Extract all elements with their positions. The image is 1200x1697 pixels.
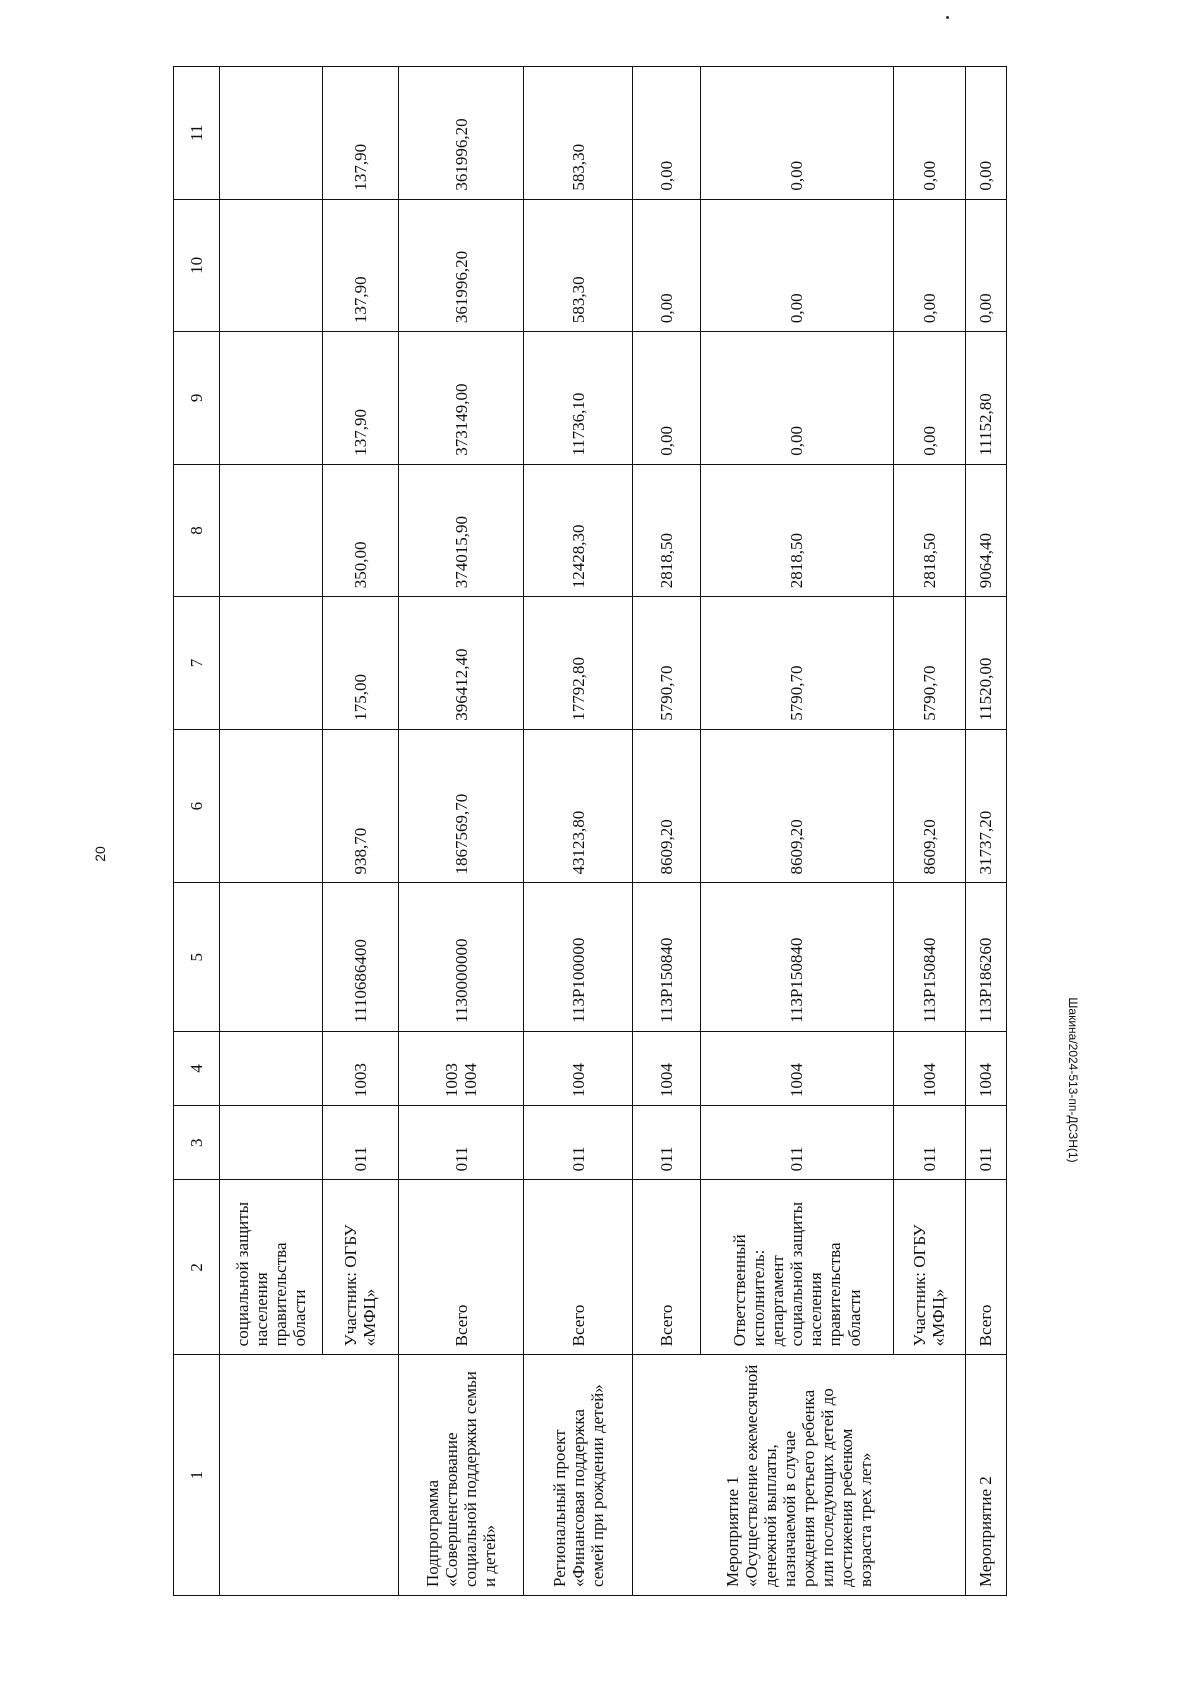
program-name-cell: Мероприятие 1 «Осуществление ежемесячной денежной выплаты, назначаемой в случае рождения третьего ребенка или последующих детей до достижения ребенком возраста трех лет» bbox=[633, 1355, 966, 1596]
cell-col-8 bbox=[220, 464, 323, 597]
cell-col-10 bbox=[220, 199, 323, 332]
cell-col-8: 12428,30 bbox=[524, 464, 633, 597]
cell-col-5: 113Р150840 bbox=[893, 883, 965, 1031]
cell-col-9: 0,00 bbox=[700, 332, 893, 465]
cell-col-5 bbox=[220, 883, 323, 1031]
table-row bbox=[524, 67, 633, 1596]
cell-col-10: 0,00 bbox=[700, 199, 893, 332]
table-row bbox=[220, 67, 323, 1596]
cell-col-6: 8609,20 bbox=[633, 729, 701, 883]
cell-col-4: 1004 bbox=[700, 1031, 893, 1105]
header-cell-4: 4 bbox=[174, 1031, 220, 1105]
executor-cell: Ответственный исполнитель: департамент социальной защиты населения правительства области bbox=[700, 1180, 893, 1355]
cell-col-5: 1130000000 bbox=[398, 883, 523, 1031]
program-name-cell: Региональный проект «Финансовая поддержка семей при рождении детей» bbox=[524, 1355, 633, 1596]
cell-col-3 bbox=[220, 1106, 323, 1180]
cell-col-7: 5790,70 bbox=[633, 597, 701, 730]
header-cell-10: 10 bbox=[174, 199, 220, 332]
cell-col-3: 011 bbox=[893, 1106, 965, 1180]
header-cell-1: 1 bbox=[174, 1355, 220, 1596]
cell-col-5: 113Р150840 bbox=[633, 883, 701, 1031]
cell-col-3: 011 bbox=[633, 1106, 701, 1180]
executor-cell: Всего bbox=[524, 1180, 633, 1355]
cell-col-10: 0,00 bbox=[965, 199, 1006, 332]
cell-col-11: 0,00 bbox=[700, 67, 893, 200]
cell-col-11: 137,90 bbox=[322, 67, 398, 200]
scan-speck bbox=[946, 16, 949, 19]
header-cell-9: 9 bbox=[174, 332, 220, 465]
cell-col-6 bbox=[220, 729, 323, 883]
cell-col-6: 43123,80 bbox=[524, 729, 633, 883]
cell-col-10: 0,00 bbox=[633, 199, 701, 332]
cell-col-9: 11152,80 bbox=[965, 332, 1006, 465]
cell-col-7 bbox=[220, 597, 323, 730]
cell-col-8: 374015,90 bbox=[398, 464, 523, 597]
cell-col-4 bbox=[220, 1031, 323, 1105]
cell-col-8: 2818,50 bbox=[700, 464, 893, 597]
cell-col-10: 0,00 bbox=[893, 199, 965, 332]
cell-col-11: 0,00 bbox=[633, 67, 701, 200]
cell-col-5: 1110686400 bbox=[322, 883, 398, 1031]
cell-col-9: 0,00 bbox=[633, 332, 701, 465]
cell-col-9: 373149,00 bbox=[398, 332, 523, 465]
cell-col-10: 361996,20 bbox=[398, 199, 523, 332]
cell-col-7: 11520,00 bbox=[965, 597, 1006, 730]
cell-col-4: 1003 1004 bbox=[398, 1031, 523, 1105]
cell-col-8: 2818,50 bbox=[893, 464, 965, 597]
cell-col-5: 113Р100000 bbox=[524, 883, 633, 1031]
cell-col-6: 31737,20 bbox=[965, 729, 1006, 883]
cell-col-3: 011 bbox=[322, 1106, 398, 1180]
table-row bbox=[633, 67, 701, 1596]
cell-col-9: 137,90 bbox=[322, 332, 398, 465]
executor-cell: Всего bbox=[398, 1180, 523, 1355]
cell-col-7: 396412,40 bbox=[398, 597, 523, 730]
cell-col-7: 175,00 bbox=[322, 597, 398, 730]
cell-col-4: 1004 bbox=[524, 1031, 633, 1105]
cell-col-6: 8609,20 bbox=[700, 729, 893, 883]
cell-col-7: 17792,80 bbox=[524, 597, 633, 730]
table-row bbox=[965, 67, 1006, 1596]
header-cell-11: 11 bbox=[174, 67, 220, 200]
cell-col-11: 361996,20 bbox=[398, 67, 523, 200]
cell-col-11: 0,00 bbox=[965, 67, 1006, 200]
cell-col-6: 8609,20 bbox=[893, 729, 965, 883]
header-cell-6: 6 bbox=[174, 729, 220, 883]
cell-col-10: 137,90 bbox=[322, 199, 398, 332]
cell-col-9 bbox=[220, 332, 323, 465]
table-row bbox=[398, 67, 523, 1596]
cell-col-8: 2818,50 bbox=[633, 464, 701, 597]
cell-col-5: 113Р150840 bbox=[700, 883, 893, 1031]
cell-col-4: 1004 bbox=[633, 1031, 701, 1105]
cell-col-4: 1004 bbox=[893, 1031, 965, 1105]
header-cell-7: 7 bbox=[174, 597, 220, 730]
budget-table bbox=[173, 66, 1007, 1596]
cell-col-3: 011 bbox=[700, 1106, 893, 1180]
cell-col-6: 938,70 bbox=[322, 729, 398, 883]
cell-col-10: 583,30 bbox=[524, 199, 633, 332]
executor-cell: социальной защиты населения правительства области bbox=[220, 1180, 323, 1355]
executor-cell: Всего bbox=[633, 1180, 701, 1355]
cell-col-3: 011 bbox=[965, 1106, 1006, 1180]
cell-col-4: 1003 bbox=[322, 1031, 398, 1105]
executor-cell: Участник: ОГБУ «МФЦ» bbox=[322, 1180, 398, 1355]
cell-col-11: 0,00 bbox=[893, 67, 965, 200]
cell-col-6: 1867569,70 bbox=[398, 729, 523, 883]
header-cell-8: 8 bbox=[174, 464, 220, 597]
cell-col-8: 9064,40 bbox=[965, 464, 1006, 597]
cell-col-9: 0,00 bbox=[893, 332, 965, 465]
cell-col-9: 11736,10 bbox=[524, 332, 633, 465]
cell-col-5: 113Р186260 bbox=[965, 883, 1006, 1031]
executor-cell: Участник: ОГБУ «МФЦ» bbox=[893, 1180, 965, 1355]
header-cell-5: 5 bbox=[174, 883, 220, 1031]
cell-col-11: 583,30 bbox=[524, 67, 633, 200]
cell-col-7: 5790,70 bbox=[700, 597, 893, 730]
cell-col-3: 011 bbox=[398, 1106, 523, 1180]
document-code: Шакина/2024-513-пп-ДСЗН(1) bbox=[1066, 997, 1080, 1163]
cell-col-11 bbox=[220, 67, 323, 200]
budget-table-rotated bbox=[173, 66, 1007, 1596]
cell-col-8: 350,00 bbox=[322, 464, 398, 597]
executor-cell: Всего bbox=[965, 1180, 1006, 1355]
cell-col-4: 1004 bbox=[965, 1031, 1006, 1105]
cell-col-7: 5790,70 bbox=[893, 597, 965, 730]
cell-col-3: 011 bbox=[524, 1106, 633, 1180]
page-number: 20 bbox=[92, 846, 108, 862]
program-name-cell: Мероприятие 2 bbox=[965, 1355, 1006, 1596]
header-cell-3: 3 bbox=[174, 1106, 220, 1180]
header-cell-2: 2 bbox=[174, 1180, 220, 1355]
program-name-cell bbox=[220, 1355, 399, 1596]
table-header-row bbox=[174, 67, 220, 1596]
program-name-cell: Подпрограмма «Совершенствование социальной поддержки семьи и детей» bbox=[398, 1355, 523, 1596]
